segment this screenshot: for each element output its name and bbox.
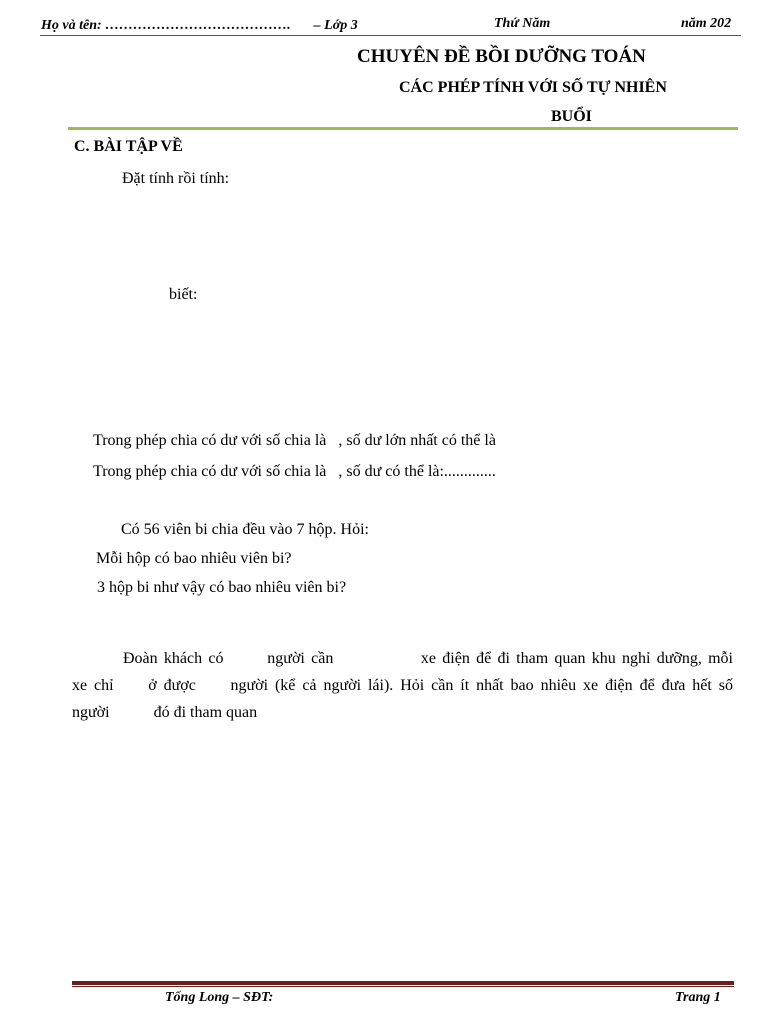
footer-divider	[72, 981, 734, 985]
sub-title: CÁC PHÉP TÍNH VỚI SỐ TỰ NHIÊN	[399, 79, 667, 96]
exercise-3-line-2: Trong phép chia có dư với số chia là , số dư có thể là:.............	[93, 463, 496, 480]
day-label: Thứ Năm	[494, 16, 551, 31]
exercise-1-text: Đặt tính rồi tính:	[122, 170, 230, 187]
title-divider	[68, 127, 738, 130]
footer-page-number: Trang 1	[675, 990, 721, 1005]
main-title: CHUYÊN ĐỀ BỒI DƯỠNG TOÁN	[357, 46, 646, 67]
section-heading: C. BÀI TẬP VỀ	[74, 138, 183, 155]
name-label: Họ và tên: ………………………………….	[41, 18, 291, 33]
year-label: năm 202	[681, 16, 732, 31]
student-name-field-label	[41, 18, 358, 34]
header-underline	[40, 35, 741, 36]
exercise-4-intro: Có 56 viên bi chia đều vào 7 hộp. Hỏi:	[121, 521, 369, 538]
exercise-5-line-2: xe chỉ ở được người (kể cả người lái). Hỏi cần ít nhất bao nhiêu xe điện để đưa hết số	[72, 677, 733, 694]
exercise-3-line-1: Trong phép chia có dư với số chia là , số dư lớn nhất có thể là	[93, 432, 496, 449]
session-title: BUỔI	[551, 108, 592, 125]
exercise-4-question-2: 3 hộp bi như vậy có bao nhiêu viên bi?	[97, 579, 347, 596]
class-label: – Lớp 3	[313, 18, 358, 33]
footer-author: Tống Long – SĐT:	[165, 990, 274, 1005]
exercise-5-paragraph	[72, 645, 733, 726]
exercise-5-line-3: người đó đi tham quan	[72, 704, 258, 721]
exercise-2-text: biết:	[169, 286, 198, 303]
exercise-4-question-1: Mỗi hộp có bao nhiêu viên bi?	[96, 550, 292, 567]
exercise-5-line-1: Đoàn khách có người cần xe điện để đi tham quan khu nghỉ dưỡng, mỗi	[123, 650, 733, 667]
footer-divider-thin	[72, 986, 734, 987]
